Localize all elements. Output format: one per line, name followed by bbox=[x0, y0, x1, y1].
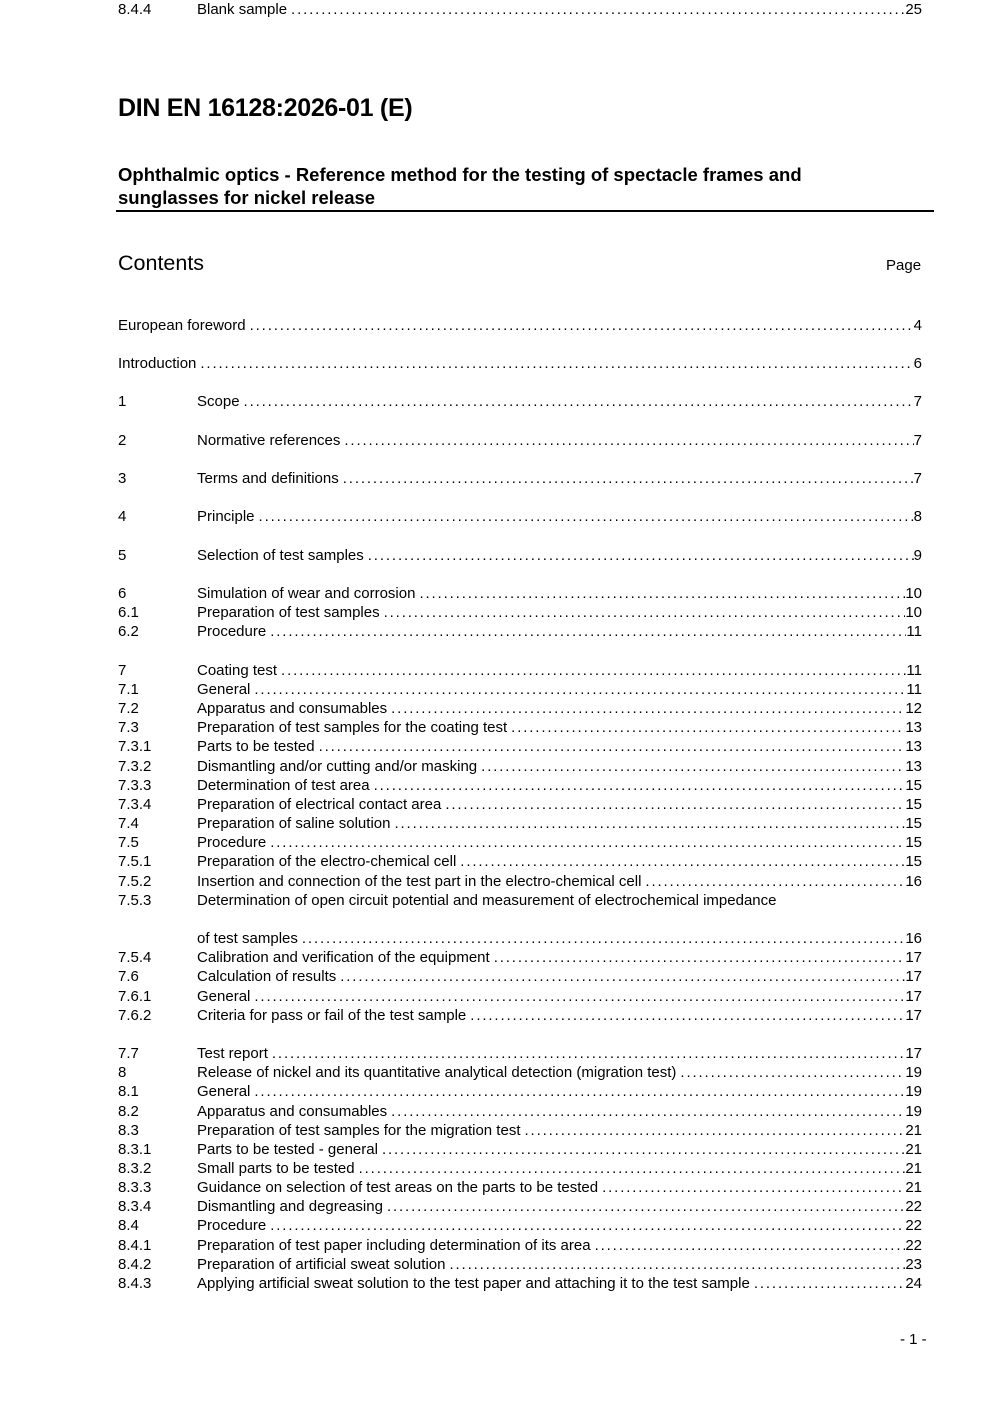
document-subtitle: Ophthalmic optics - Reference method for the testing of spectacle frames and sunglasses for nickel release bbox=[118, 164, 802, 208]
page-number: - 1 - bbox=[900, 1331, 927, 1348]
toc-leader-dots bbox=[481, 757, 905, 776]
toc-entry[interactable] bbox=[118, 891, 922, 910]
toc-leader-dots bbox=[254, 987, 905, 1006]
toc-entry[interactable] bbox=[118, 699, 922, 718]
toc-entry-number: 7.3.4 bbox=[118, 796, 152, 813]
toc-leader-dots bbox=[281, 661, 906, 680]
toc-entry-label: Test report bbox=[197, 1044, 272, 1063]
toc-entry-page: 22 bbox=[905, 1217, 922, 1234]
toc-entry[interactable] bbox=[118, 1006, 922, 1025]
toc-leader-dots bbox=[254, 680, 906, 699]
toc-leader-dots bbox=[645, 872, 905, 891]
toc-entry-page: 15 bbox=[905, 777, 922, 794]
toc-entry-label: Coating test bbox=[197, 661, 281, 680]
toc-entry-label: Small parts to be tested bbox=[197, 1159, 359, 1178]
toc-leader-dots bbox=[368, 546, 914, 565]
toc-entry-page: 10 bbox=[905, 585, 922, 602]
toc-leader-dots bbox=[525, 1121, 906, 1140]
toc-entry[interactable] bbox=[118, 1216, 922, 1235]
toc-entry-page: 13 bbox=[905, 758, 922, 775]
toc-leader-dots bbox=[340, 967, 905, 986]
toc-entry-number: 1 bbox=[118, 393, 127, 410]
toc-entry-number: 6 bbox=[118, 585, 127, 602]
toc-entry[interactable] bbox=[118, 1121, 922, 1140]
toc-entry-number: 7.5.2 bbox=[118, 873, 152, 890]
toc-entry-number: 7.6 bbox=[118, 968, 139, 985]
toc-entry-label: Preparation of test paper including determination of its area bbox=[197, 1236, 595, 1255]
toc-leader-dots bbox=[259, 507, 914, 526]
toc-entry-number: 8.4 bbox=[118, 1217, 139, 1234]
toc-entry-page: 19 bbox=[905, 1083, 922, 1100]
title-rule bbox=[116, 210, 934, 212]
toc-leader-dots bbox=[270, 622, 906, 641]
toc-entry[interactable] bbox=[118, 584, 922, 603]
toc-entry-number: 7.5.4 bbox=[118, 949, 152, 966]
toc-entry-page: 19 bbox=[905, 1064, 922, 1081]
toc-entry[interactable] bbox=[118, 603, 922, 622]
toc-entry-page: 11 bbox=[906, 662, 922, 679]
toc-entry-label: Determination of test area bbox=[197, 776, 374, 795]
toc-entry[interactable] bbox=[118, 795, 922, 814]
toc-entry-number: 7.1 bbox=[118, 681, 139, 698]
toc-entry-page: 21 bbox=[905, 1160, 922, 1177]
toc-entry-page: 21 bbox=[905, 1179, 922, 1196]
document-title: DIN EN 16128:2026-01 (E) bbox=[118, 94, 413, 122]
toc-entry-number: 8.4.4 bbox=[118, 1, 152, 18]
toc-leader-dots bbox=[244, 392, 914, 411]
toc-entry-label: Applying artificial sweat solution to the test paper and attaching it to the test sample bbox=[197, 1274, 754, 1293]
toc-leader-dots bbox=[270, 1216, 905, 1235]
toc-entry-number: 8.4.2 bbox=[118, 1256, 152, 1273]
toc-leader-dots bbox=[344, 431, 913, 450]
toc-entry-label: European foreword bbox=[118, 316, 250, 335]
toc-entry-number: 7.5.1 bbox=[118, 853, 152, 870]
toc-leader-dots bbox=[680, 1063, 905, 1082]
contents-heading: Contents bbox=[118, 251, 205, 275]
toc-entry[interactable] bbox=[118, 661, 922, 680]
toc-entry-number: 5 bbox=[118, 547, 127, 564]
toc-leader-dots bbox=[470, 1006, 905, 1025]
toc-entry[interactable] bbox=[118, 833, 922, 852]
toc-entry[interactable] bbox=[118, 1102, 922, 1121]
toc-entry-page: 15 bbox=[905, 815, 922, 832]
toc-entry[interactable] bbox=[118, 948, 922, 967]
toc-entry-label: Blank sample bbox=[197, 0, 291, 19]
toc-entry-page: 17 bbox=[905, 949, 922, 966]
toc-entry[interactable] bbox=[118, 1236, 922, 1255]
toc-entry-label: Apparatus and consumables bbox=[197, 1102, 391, 1121]
toc-entry-label: General bbox=[197, 987, 254, 1006]
toc-entry-label: Calculation of results bbox=[197, 967, 340, 986]
toc-entry-page: 22 bbox=[905, 1198, 922, 1215]
toc-entry[interactable] bbox=[118, 718, 922, 737]
toc-entry-page: 15 bbox=[905, 796, 922, 813]
toc-entry-number: 7.6.1 bbox=[118, 988, 152, 1005]
toc-entry-label: Preparation of the electro-chemical cell bbox=[197, 852, 460, 871]
toc-entry-label: Preparation of test samples for the coating test bbox=[197, 718, 511, 737]
toc-entry-page: 9 bbox=[913, 547, 922, 564]
toc-entry-label: Parts to be tested - general bbox=[197, 1140, 382, 1159]
toc-entry-page: 24 bbox=[905, 1275, 922, 1292]
toc-entry-label: Determination of open circuit potential and measurement of electrochemical impedance bbox=[197, 892, 777, 909]
toc-entry-label: Calibration and verification of the equipment bbox=[197, 948, 494, 967]
toc-entry-number: 7.3.2 bbox=[118, 758, 152, 775]
toc-leader-dots bbox=[254, 1082, 905, 1101]
toc-entry-label: Introduction bbox=[118, 354, 200, 373]
toc-entry[interactable] bbox=[118, 1197, 922, 1216]
toc-entry[interactable] bbox=[118, 1255, 922, 1274]
toc-leader-dots bbox=[511, 718, 905, 737]
toc-entry-page: 12 bbox=[905, 700, 922, 717]
toc-entry-page: 7 bbox=[913, 470, 922, 487]
toc-entry-number: 7.3.1 bbox=[118, 738, 152, 755]
toc-entry[interactable] bbox=[118, 1159, 922, 1178]
toc-entry-page: 13 bbox=[905, 738, 922, 755]
toc-entry-label: Preparation of test samples for the migration test bbox=[197, 1121, 525, 1140]
toc-leader-dots bbox=[494, 948, 906, 967]
toc-entry-page: 22 bbox=[905, 1237, 922, 1254]
toc-leader-dots bbox=[602, 1178, 905, 1197]
toc-entry-label: Criteria for pass or fail of the test sample bbox=[197, 1006, 470, 1025]
toc-entry-page: 21 bbox=[905, 1141, 922, 1158]
toc-entry-page: 8 bbox=[913, 508, 922, 525]
toc-entry-page: 17 bbox=[905, 1007, 922, 1024]
toc-entry[interactable] bbox=[118, 469, 922, 488]
toc-leader-dots bbox=[200, 354, 913, 373]
toc-entry-label: Preparation of electrical contact area bbox=[197, 795, 445, 814]
toc-entry[interactable] bbox=[118, 546, 922, 565]
toc-entry-page: 16 bbox=[905, 873, 922, 890]
toc-entry-label: Simulation of wear and corrosion bbox=[197, 584, 419, 603]
toc-leader-dots bbox=[382, 1140, 905, 1159]
toc-entry-number: 3 bbox=[118, 470, 127, 487]
toc-entry-number: 8.3 bbox=[118, 1122, 139, 1139]
toc-entry-label: General bbox=[197, 1082, 254, 1101]
toc-leader-dots bbox=[391, 1102, 905, 1121]
toc-entry-label: Preparation of artificial sweat solution bbox=[197, 1255, 449, 1274]
toc-entry-number: 8.3.4 bbox=[118, 1198, 152, 1215]
toc-leader-dots bbox=[359, 1159, 906, 1178]
toc-leader-dots bbox=[343, 469, 914, 488]
toc-entry-label: Guidance on selection of test areas on the parts to be tested bbox=[197, 1178, 602, 1197]
toc-entry[interactable] bbox=[118, 1274, 922, 1293]
toc-entry-page: 16 bbox=[905, 930, 922, 947]
toc-entry-number: 7.5 bbox=[118, 834, 139, 851]
toc-leader-dots bbox=[419, 584, 905, 603]
toc-entry[interactable] bbox=[118, 1044, 922, 1063]
toc-entry-number: 2 bbox=[118, 432, 127, 449]
toc-entry-label: Dismantling and/or cutting and/or masking bbox=[197, 757, 481, 776]
toc-entry-label: Preparation of test samples bbox=[197, 603, 384, 622]
toc-entry-page: 17 bbox=[905, 968, 922, 985]
toc-entry-label: Terms and definitions bbox=[197, 469, 343, 488]
toc-entry-page: 15 bbox=[905, 834, 922, 851]
toc-entry[interactable] bbox=[118, 967, 922, 986]
toc-entry-number: 8.1 bbox=[118, 1083, 139, 1100]
toc-entry-number: 8.3.2 bbox=[118, 1160, 152, 1177]
toc-entry-number: 8 bbox=[118, 1064, 127, 1081]
toc-entry-label: Procedure bbox=[197, 1216, 270, 1235]
toc-entry[interactable] bbox=[118, 776, 922, 795]
toc-entry[interactable] bbox=[118, 622, 922, 641]
toc-entry-page: 25 bbox=[905, 1, 922, 18]
toc-entry-page: 23 bbox=[905, 1256, 922, 1273]
toc-entry-label: Release of nickel and its quantitative analytical detection (migration test) bbox=[197, 1063, 680, 1082]
toc-entry-label: Selection of test samples bbox=[197, 546, 368, 565]
toc-entry-number: 8.4.3 bbox=[118, 1275, 152, 1292]
toc-entry-page: 10 bbox=[905, 604, 922, 621]
toc-entry-label: Scope bbox=[197, 392, 244, 411]
toc-entry-page: 4 bbox=[913, 317, 922, 334]
toc-entry[interactable] bbox=[118, 680, 922, 699]
toc-leader-dots bbox=[387, 1197, 905, 1216]
toc-leader-dots bbox=[595, 1236, 906, 1255]
toc-entry-number: 7.7 bbox=[118, 1045, 139, 1062]
toc-leader-dots bbox=[302, 929, 905, 948]
toc-entry[interactable] bbox=[118, 1082, 922, 1101]
toc-entry-number: 8.2 bbox=[118, 1103, 139, 1120]
toc-entry-number: 6.2 bbox=[118, 623, 139, 640]
toc-entry-label: Parts to be tested bbox=[197, 737, 319, 756]
toc-leader-dots bbox=[270, 833, 905, 852]
toc-entry-number: 8.3.3 bbox=[118, 1179, 152, 1196]
toc-entry-page: 7 bbox=[913, 393, 922, 410]
toc-entry-continuation[interactable] bbox=[118, 929, 922, 948]
toc-entry-number: 7.3.3 bbox=[118, 777, 152, 794]
toc-entry-page: 15 bbox=[905, 853, 922, 870]
toc-entry[interactable] bbox=[118, 757, 922, 776]
toc-leader-dots bbox=[272, 1044, 905, 1063]
toc-entry[interactable] bbox=[118, 354, 922, 373]
toc-entry[interactable] bbox=[118, 872, 922, 891]
toc-entry-label: Principle bbox=[197, 507, 259, 526]
toc-leader-dots bbox=[445, 795, 905, 814]
toc-entry-page: 17 bbox=[905, 1045, 922, 1062]
page-column-heading: Page bbox=[886, 257, 922, 274]
toc-entry-label: Apparatus and consumables bbox=[197, 699, 391, 718]
toc-entry[interactable] bbox=[118, 852, 922, 871]
toc-entry-label: Procedure bbox=[197, 833, 270, 852]
toc-entry-number: 8.3.1 bbox=[118, 1141, 152, 1158]
toc-leader-dots bbox=[374, 776, 906, 795]
toc-leader-dots bbox=[291, 0, 905, 19]
toc-entry-number: 7 bbox=[118, 662, 127, 679]
toc-entry[interactable] bbox=[118, 1178, 922, 1197]
toc-entry[interactable] bbox=[118, 1140, 922, 1159]
toc-entry-label: Insertion and connection of the test part in the electro-chemical cell bbox=[197, 872, 645, 891]
toc-entry-page: 17 bbox=[905, 988, 922, 1005]
toc-entry-page: 11 bbox=[906, 623, 922, 640]
toc-entry-number: 7.5.3 bbox=[118, 892, 152, 909]
toc-leader-dots bbox=[394, 814, 905, 833]
toc-entry-page: 19 bbox=[905, 1103, 922, 1120]
toc-leader-dots bbox=[449, 1255, 905, 1274]
toc-entry-number: 6.1 bbox=[118, 604, 139, 621]
toc-entry-label: Dismantling and degreasing bbox=[197, 1197, 387, 1216]
toc-leader-dots bbox=[391, 699, 905, 718]
toc-leader-dots bbox=[754, 1274, 905, 1293]
toc-entry[interactable] bbox=[118, 0, 922, 19]
toc-entry[interactable] bbox=[118, 392, 922, 411]
toc-entry-number: 7.4 bbox=[118, 815, 139, 832]
toc-leader-dots bbox=[384, 603, 906, 622]
toc-entry-page: 13 bbox=[905, 719, 922, 736]
toc-entry[interactable] bbox=[118, 737, 922, 756]
toc-entry-label-continuation: of test samples bbox=[197, 929, 302, 948]
toc-entry[interactable] bbox=[118, 987, 922, 1006]
toc-leader-dots bbox=[250, 316, 914, 335]
toc-entry-page: 7 bbox=[913, 432, 922, 449]
toc-entry[interactable] bbox=[118, 814, 922, 833]
toc-entry-number: 7.3 bbox=[118, 719, 139, 736]
toc-entry-number: 7.2 bbox=[118, 700, 139, 717]
toc-entry[interactable] bbox=[118, 431, 922, 450]
toc-leader-dots bbox=[319, 737, 906, 756]
toc-entry-label: Preparation of saline solution bbox=[197, 814, 394, 833]
toc-entry[interactable] bbox=[118, 316, 922, 335]
toc-entry-label: Normative references bbox=[197, 431, 344, 450]
toc-entry[interactable] bbox=[118, 1063, 922, 1082]
toc-entry-page: 11 bbox=[906, 681, 922, 698]
toc-entry-page: 21 bbox=[905, 1122, 922, 1139]
toc-entry-label: General bbox=[197, 680, 254, 699]
toc-entry-number: 7.6.2 bbox=[118, 1007, 152, 1024]
toc-entry-label: Procedure bbox=[197, 622, 270, 641]
toc-entry-number: 8.4.1 bbox=[118, 1237, 152, 1254]
toc-leader-dots bbox=[460, 852, 905, 871]
toc-entry-page: 6 bbox=[913, 355, 922, 372]
toc-entry-number: 4 bbox=[118, 508, 127, 525]
toc-entry[interactable] bbox=[118, 507, 922, 526]
